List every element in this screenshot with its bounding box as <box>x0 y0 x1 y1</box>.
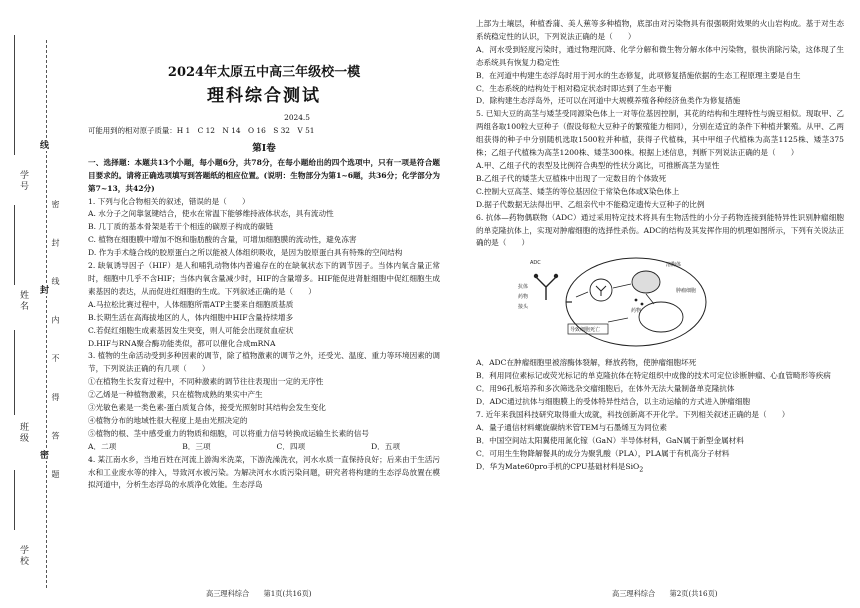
q5-option-b: B.乙组子代的矮茎大豆植株中出现了一定数目的个体致死 <box>476 173 667 183</box>
seal-mark-feng: 封 <box>38 285 48 296</box>
q4-continuation: 上部为土壤层，种植香蒲、美人蕉等多种植物，底部由对污染物具有很强吸附效果的火山岩构成。基于对生态系统稳定性的认识，下列说法正确的是（ ） <box>476 19 844 41</box>
adc-diagram <box>476 252 844 354</box>
q3-item-4: ④植物分布的地域性很大程度上是由光照决定的 <box>88 415 248 425</box>
q4-option-d: D．除构建生态浮岛外，还可以在河道中大规模养殖各种经济鱼类作为修复措施 <box>476 96 741 106</box>
seal-note: 密 封 线 内 不 得 答 题 <box>51 200 60 492</box>
q3-stem: 3. 植物的生命活动受到多种因素的调节，除了植物激素的调节之外，还受光、温度、重力等环境因素的调节，下列说法正确的有几项（ ） <box>88 351 440 374</box>
q3-option-b: B．三项 <box>182 441 211 451</box>
vesicle-shape <box>590 279 612 301</box>
adc-figure <box>516 252 716 352</box>
banji-underline <box>14 330 15 415</box>
q3-item-2: ②乙烯是一种植物激素，只在植物成熟的果实中产生 <box>88 390 263 400</box>
arrow-4 <box>608 318 628 322</box>
q2-option-d: D.HIF与RNA聚合酶功能类似，都可以催化合成mRNA <box>88 338 276 348</box>
xuehao-underline <box>14 35 15 155</box>
adc-antibody-shape <box>536 277 556 300</box>
label-cell-death: 导致细胞死亡 <box>570 327 601 334</box>
seal-line <box>46 40 47 588</box>
banji-label: 班级 <box>18 422 28 444</box>
q4-stem: 4. 某江南水乡，当地百姓在河流上游淘米洗菜，下游洗澡洗衣，河水水质一直保持良好；后来由于生活污水和工业废水等的排入，导致河水被污染。为解决河水水质污染问题，研究者将构建的生态浮岛放置在模拟河道中，分析生态浮岛的水质净化效能。生态浮岛 <box>88 454 440 490</box>
q7-option-c: C．可用生生物降解餐具的成分为聚乳酸（PLA），PLA属于有机高分子材料 <box>476 448 730 458</box>
q2-option-b: B.长期生活在高海拔地区的人，体内细胞中HIF含量持续增多 <box>88 312 294 322</box>
exam-date: 2024.5 <box>284 113 310 122</box>
xuehao-label: 学号 <box>18 170 28 192</box>
q3-item-5: ⑤植物的根、茎中感受重力的物质和细胞，可以将重力信号转换成运输生长素的信号 <box>88 428 369 438</box>
q1-option-b: B. 几丁质的基本骨架是若干个相连的碳原子构成的碳链 <box>88 222 274 232</box>
q5-option-a: A.甲、乙组子代的表型及比例符合典型的性状分离比，可推断高茎为显性 <box>476 160 720 170</box>
label-adc: ADC <box>530 260 541 267</box>
q3-option-d: D．五项 <box>371 441 400 451</box>
left-column <box>88 0 440 492</box>
arrow-1 <box>576 292 588 297</box>
atomic-masses: 可能用到的相对原子质量：H 1 C 12 N 14 O 16 S 32 V 51 <box>88 125 315 135</box>
part-title: 第Ⅰ卷 <box>252 142 276 154</box>
arrow-2 <box>613 284 631 288</box>
q5-option-d: D.据子代数据无法得出甲、乙组亲代中不能稳定遗传大豆种子的比例 <box>476 199 705 209</box>
label-drug-released: 药物 <box>631 308 642 315</box>
q3-option-c: C．四项 <box>276 441 306 451</box>
adc-drug-dot <box>534 274 538 278</box>
q3-options <box>88 441 440 454</box>
label-antibody: 抗体 <box>518 284 529 291</box>
label-linker: 接头 <box>518 304 529 311</box>
q4-option-c: C．生态系统的结构处于相对稳定状态时即达到了生态平衡 <box>476 83 672 93</box>
q2-option-a: A.马拉松比赛过程中，人体细胞所需ATP主要来自细胞质基质 <box>88 299 294 309</box>
right-column <box>476 18 844 477</box>
q7-option-d <box>476 461 844 477</box>
q6-option-c: C．用96孔板培养和多次筛选杂交瘤细胞后，在体外无法大量制备单克隆抗体 <box>476 384 735 394</box>
nucleus-shape <box>639 302 683 332</box>
footer-right: 高三理科综合 第2页(共16页) <box>612 589 718 598</box>
q6-option-b: B．利用同位素标记或荧光标记的单克隆抗体在特定组织中成像的技术可定位诊断肿瘤、心血管畸形等疾病 <box>476 371 831 381</box>
label-tumor-cell: 肿瘤细胞 <box>676 288 697 295</box>
lysosome-shape <box>632 271 660 293</box>
label-drug: 药物 <box>518 294 529 301</box>
xingming-label: 姓名 <box>18 290 28 312</box>
q5-stem: 5. 已知大豆的高茎与矮茎受同源染色体上一对等位基因控制，其花的结构和生理特性与豌豆相似。现取甲、乙两组各取100粒大豆种子（假设每粒大豆种子的繁殖能力相同），分别在适宜的条件下种植并繁殖。从甲、乙两组获得的种子中分别随机选取1500粒并种植，获得子代植株，其中甲组子代植株为高茎1125株、矮茎375株；乙组子代植株为高茎1200株、矮茎300株。根据上述信息，判断下列说法正确的是（ ） <box>476 109 844 158</box>
section-heading: 一、选择题：本题共13个小题，每小题6分，共78分，在每小题给出的四个选项中，只有一项是符合题目要求的。请将正确选项填写到答题纸的相应位置。(说明：生物部分为第1~6题，共36分；化学部分为第7~13，共42分) <box>88 157 440 193</box>
seal-mark-mi: 密 <box>38 450 48 461</box>
q2-stem: 2. 缺氧诱导因子（HIF）是人和哺乳动物体内普遍存在的在缺氧状态下的调节因子。当体内氧含量正常时，细胞中几乎不含HIF；当体内氧含量减少时，HIF的含量增多。HIF能促进肾脏细胞中促红细胞生成素基因的表达，从而促进红细胞的生成。下列叙述正确的是（ ） <box>88 261 440 296</box>
xuexiao-label: 学校 <box>18 545 28 567</box>
footer-left: 高三理科综合 第1页(共16页) <box>206 589 312 598</box>
internal-adc-shape <box>596 286 606 296</box>
q3-item-1: ①在植物生长发育过程中，不同种激素的调节往往表现出一定的无序性 <box>88 377 324 387</box>
xingming-underline <box>14 205 15 285</box>
q3-item-3: ③光敏色素是一类色素-蛋白质复合体，接受光照射时其结构会发生变化 <box>88 403 326 413</box>
arrow-3 <box>646 294 654 304</box>
q7-option-d-text: D．华为Mate60pro手机的CPU基础材料是SiO <box>476 461 640 471</box>
q6-option-a: A．ADC在肿瘤细胞里被溶酶体裂解，释放药物，使肿瘤细胞坏死 <box>476 358 697 368</box>
q7-option-a: A．量子通信材料螺旋碳纳米管TEM与石墨烯互为同位素 <box>476 422 667 432</box>
q3-option-a: A．二项 <box>88 441 117 451</box>
q7-option-b: B．中国空间站太阳翼使用氮化镓（GaN）半导体材料，GaN属于新型金属材料 <box>476 435 744 445</box>
q4-option-b: B．在河道中构建生态浮岛时用于河水的生态修复，此项修复措施依据的生态工程原理主要是自生 <box>476 70 801 80</box>
q4-option-a: A．河水受到轻度污染时，通过物理沉降、化学分解和微生物分解水体中污染物，很快消除污染，这体现了生态系统具有恢复力稳定性 <box>476 44 844 67</box>
released-drug-dot <box>635 299 638 302</box>
q6-option-d: D．ADC通过抗体与细胞膜上的受体特异性结合，以主动运输的方式进入肿瘤细胞 <box>476 397 751 407</box>
q7-option-d-subscript: 2 <box>639 466 644 474</box>
q5-option-c: C.控制大豆高茎、矮茎的等位基因位于常染色体或X染色体上 <box>476 186 680 196</box>
q1-option-d: D. 作为手术缝合线的胶原蛋白之所以能被人体组织吸收，是因为胶原蛋白具有特殊的空间结构 <box>88 248 403 258</box>
xuexiao-underline <box>14 470 15 530</box>
q6-stem: 6. 抗体—药物偶联物（ADC）通过采用特定技术将具有生物活性的小分子药物连接到能特异性识别肿瘤细胞的单克隆抗体上，实现对肿瘤细胞的选择性杀伤。ADC的结构及其发挥作用的机理如图所示，下列有关说法正确的是（ ） <box>476 212 844 248</box>
binding-strip <box>0 0 62 608</box>
q7-stem: 7. 近年来我国科技研究取得重大成就，科技创新离不开化学。下列相关叙述正确的是（ ） <box>476 409 790 419</box>
exam-subtitle: 理科综合测试 <box>207 86 321 106</box>
q1-option-c: C. 植物在细胞膜中增加不饱和脂肪酸的含量，可增加细胞膜的流动性，避免冻害 <box>88 235 357 245</box>
adc-drug-dot <box>554 274 558 278</box>
label-endosome: 溶酶体 <box>666 262 682 269</box>
seal-mark-xian: 线 <box>38 140 48 151</box>
released-drug-dot <box>641 303 644 306</box>
q2-option-c: C.若促红细胞生成素基因发生突变，则人可能会出现贫血症状 <box>88 325 294 335</box>
q1-option-a: A. 水分子之间靠氢键结合，使水在常温下能够维持液体状态，具有流动性 <box>88 209 334 219</box>
exam-title: 2024年太原五中高三年级校一模 <box>167 65 361 80</box>
q1-stem: 1. 下列与化合物相关的叙述，错误的是（ ） <box>88 196 250 206</box>
